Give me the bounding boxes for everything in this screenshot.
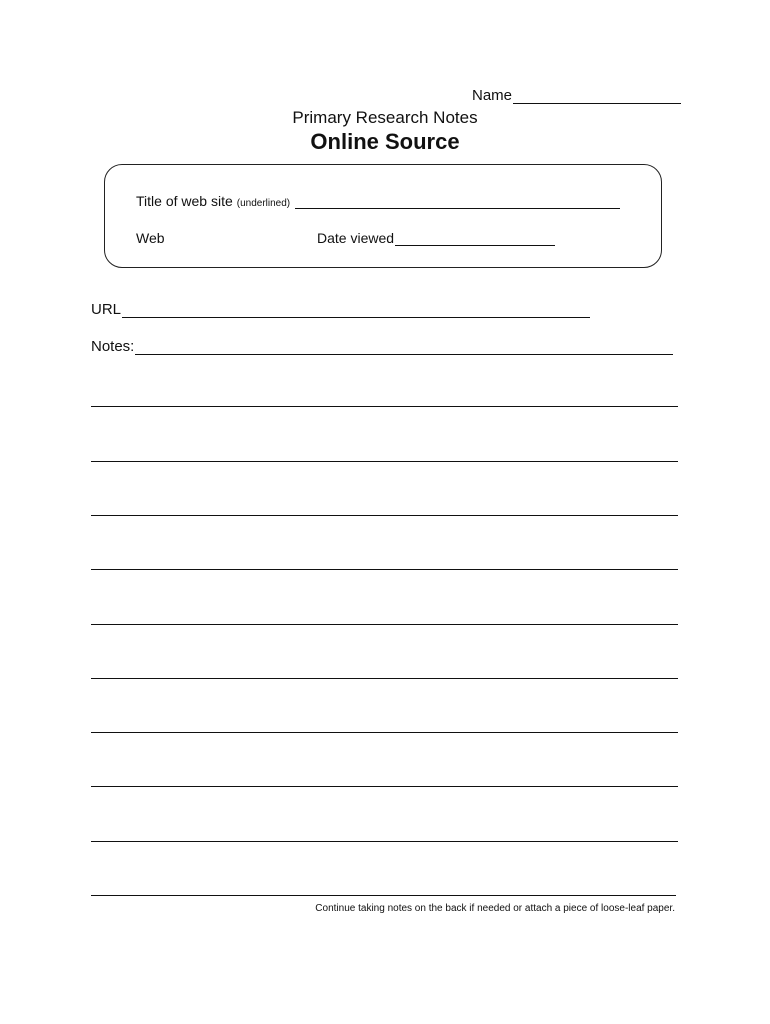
note-line[interactable] bbox=[91, 678, 678, 679]
note-line[interactable] bbox=[91, 569, 678, 570]
date-viewed-field bbox=[317, 230, 555, 246]
note-line[interactable] bbox=[91, 732, 678, 733]
url-blank[interactable] bbox=[122, 304, 590, 318]
url-label: URL bbox=[91, 301, 122, 318]
name-field bbox=[472, 87, 681, 104]
web-label: Web bbox=[136, 230, 165, 246]
note-line[interactable] bbox=[91, 461, 678, 462]
note-line[interactable] bbox=[91, 406, 678, 407]
page-subtitle: Primary Research Notes bbox=[292, 108, 478, 127]
note-line[interactable] bbox=[91, 624, 678, 625]
date-viewed-label: Date viewed bbox=[317, 230, 395, 246]
page-title: Online Source bbox=[310, 129, 460, 154]
name-label: Name bbox=[472, 87, 513, 104]
website-title-hint: (underlined) bbox=[236, 198, 291, 209]
name-blank[interactable] bbox=[513, 89, 681, 104]
source-info-box bbox=[104, 164, 662, 268]
website-title-blank[interactable] bbox=[295, 196, 620, 209]
footer-instruction: Continue taking notes on the back if needed or attach a piece of loose-leaf paper. bbox=[315, 903, 675, 914]
url-field bbox=[91, 301, 590, 318]
note-line[interactable] bbox=[91, 895, 676, 896]
note-line[interactable] bbox=[91, 515, 678, 516]
website-title-field bbox=[136, 193, 620, 209]
website-title-label: Title of web site bbox=[136, 193, 233, 209]
note-line[interactable] bbox=[91, 841, 678, 842]
notes-label: Notes: bbox=[91, 338, 135, 355]
notes-blank[interactable] bbox=[135, 341, 673, 355]
note-line[interactable] bbox=[91, 786, 678, 787]
date-viewed-blank[interactable] bbox=[395, 233, 555, 246]
notes-field bbox=[91, 338, 673, 355]
